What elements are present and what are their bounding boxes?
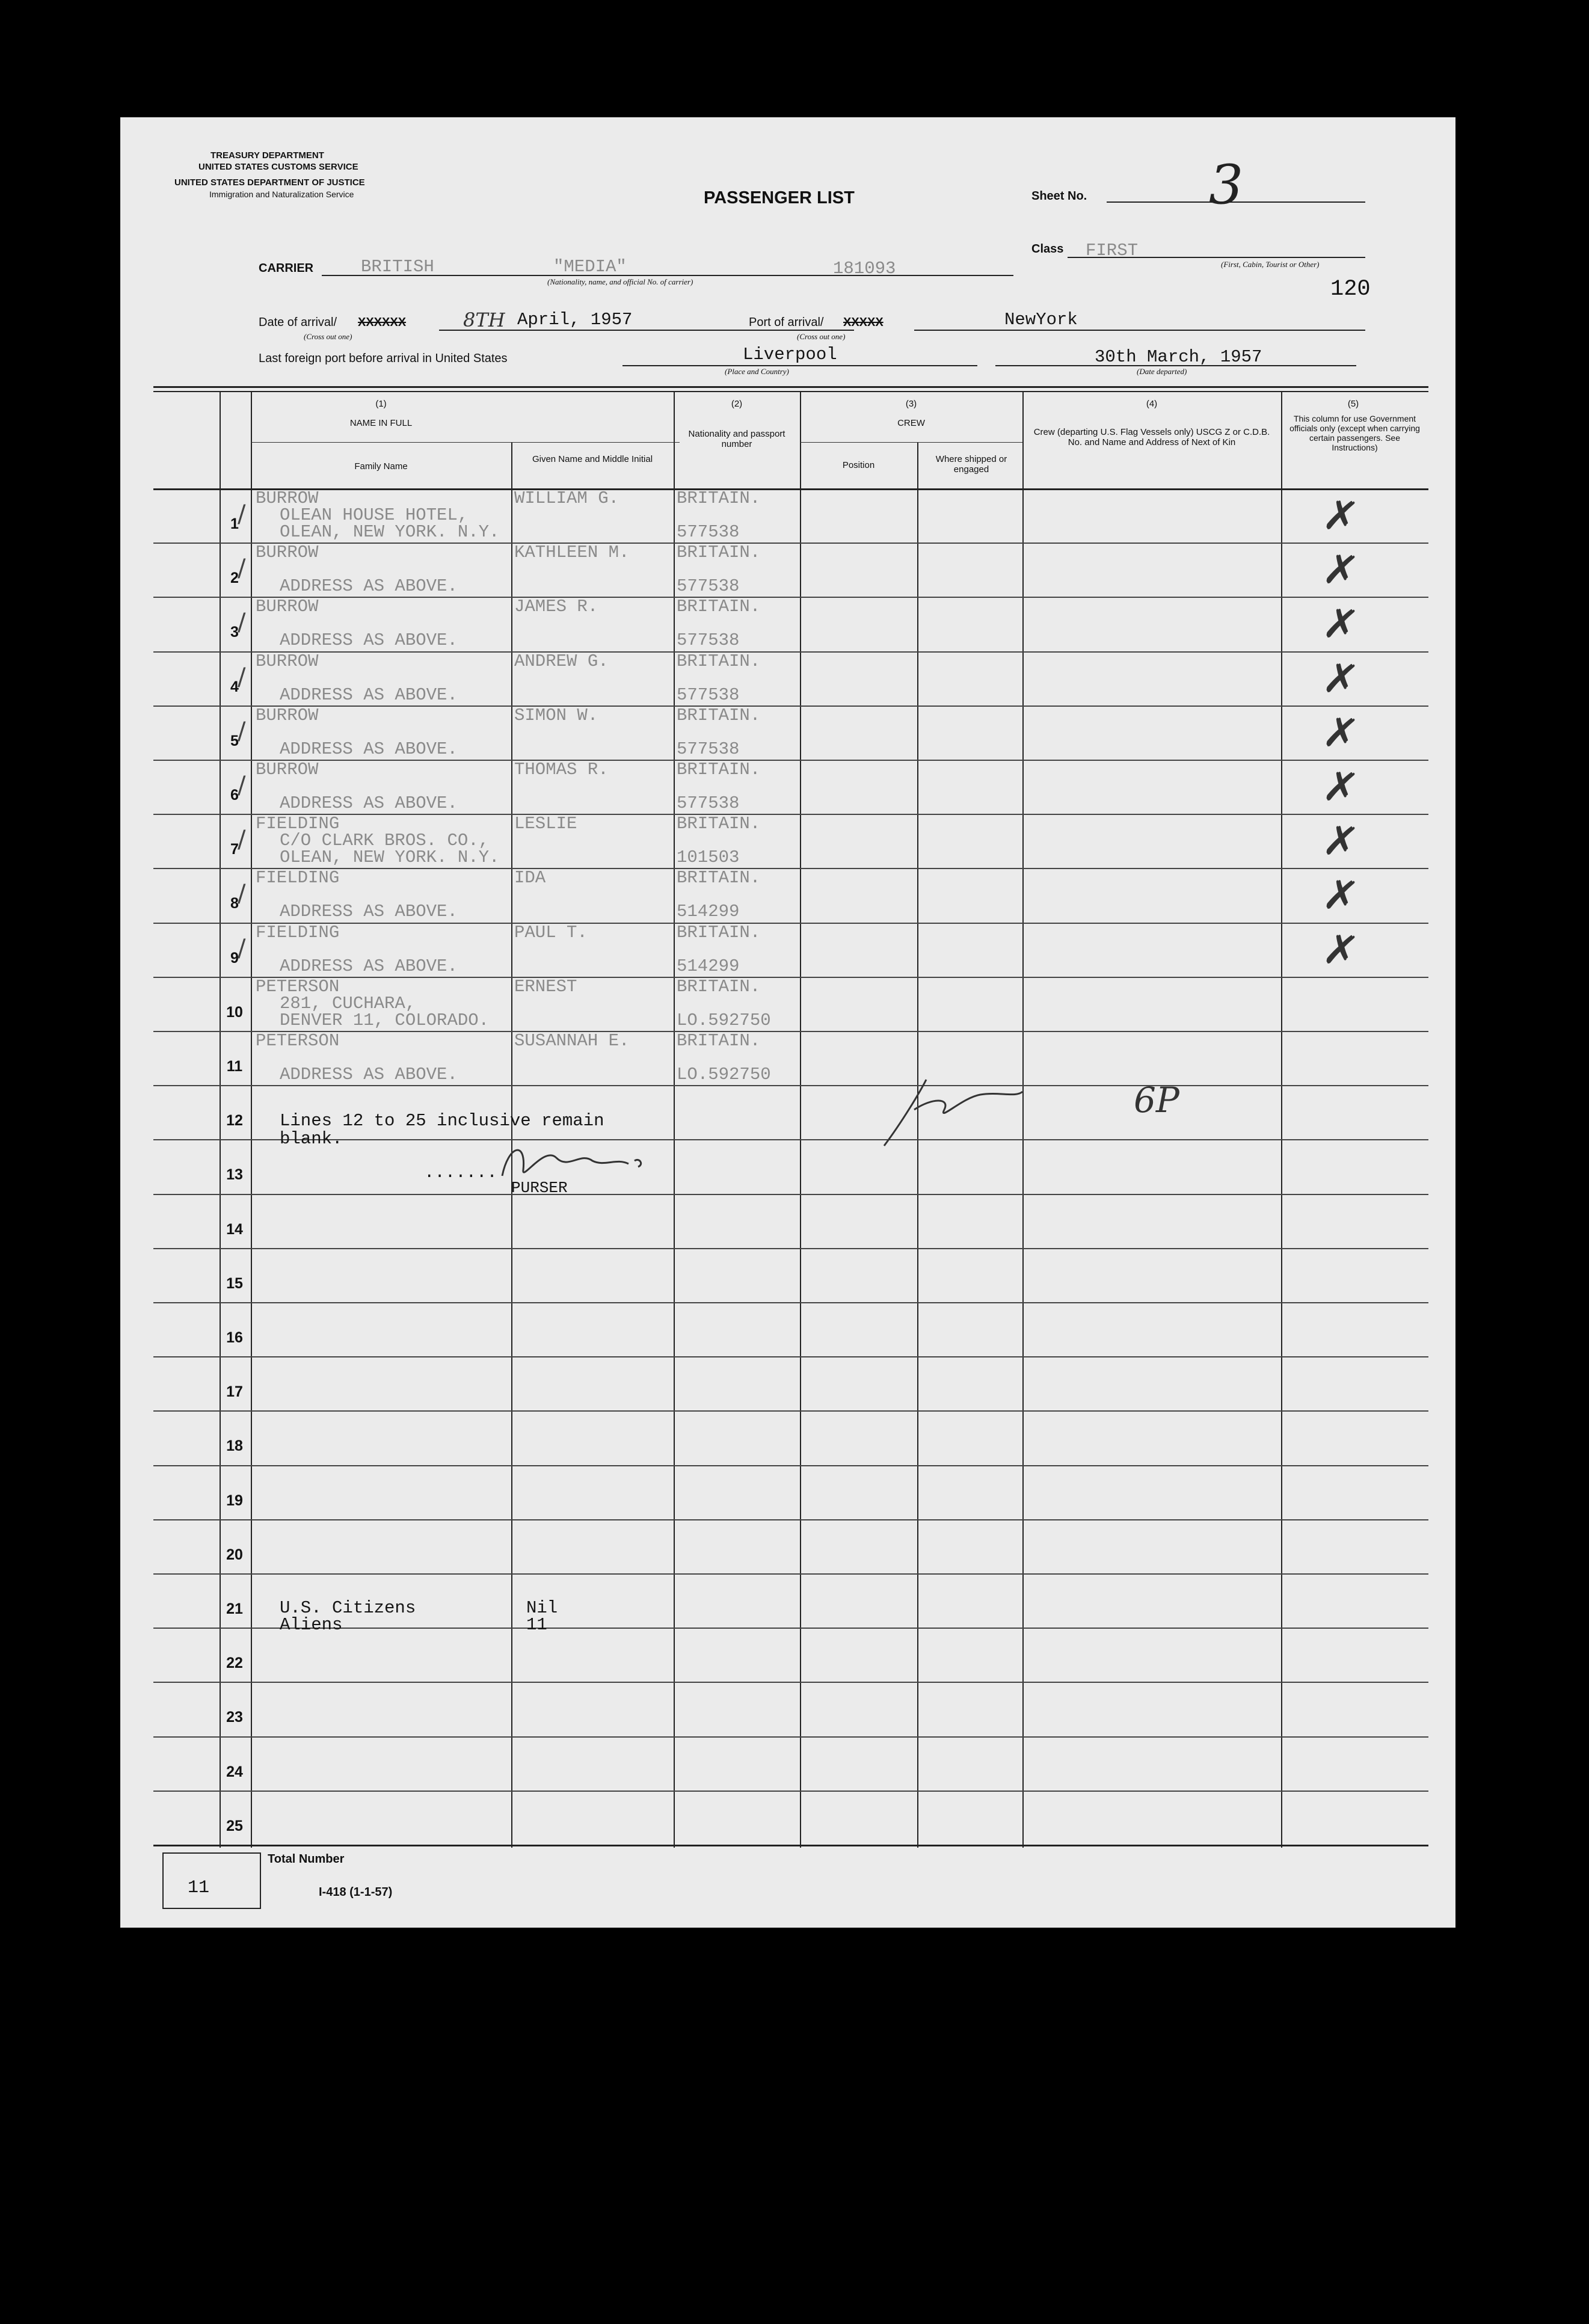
lastport-label: Last foreign port before arrival in United States	[259, 352, 508, 365]
official-x-mark: ✗	[1320, 814, 1362, 868]
address-line1: OLEAN HOUSE HOTEL,	[280, 505, 469, 525]
given-name: SUSANNAH E.	[514, 1031, 630, 1051]
dept-ins: Immigration and Naturalization Service	[209, 189, 354, 199]
us-citizens-label: U.S. Citizens	[280, 1598, 416, 1618]
arrival-day: 8TH	[463, 309, 505, 331]
row-number: 22	[226, 1655, 243, 1671]
passport-number: 514299	[677, 956, 740, 976]
col1-title: NAME IN FULL	[349, 418, 413, 428]
col1-family-header: Family Name	[354, 461, 408, 472]
family-name: BURROW	[256, 543, 319, 562]
carrier-label: CARRIER	[259, 262, 314, 275]
row-rule	[153, 868, 1428, 869]
row-rule	[153, 1139, 1428, 1140]
check-mark: /	[238, 772, 246, 799]
row-number: 19	[226, 1492, 243, 1509]
row-rule	[153, 1248, 1428, 1249]
carrier-note: (Nationality, name, and official No. of carrier)	[547, 277, 693, 286]
official-x-mark: ✗	[1320, 543, 1362, 597]
address-line2: ADDRESS AS ABOVE.	[280, 793, 458, 813]
row-rule	[153, 1628, 1428, 1629]
dept-justice: UNITED STATES DEPARTMENT OF JUSTICE	[174, 177, 365, 188]
col-line-nationality	[674, 392, 675, 1848]
family-name: BURROW	[256, 651, 319, 671]
col2-title: Nationality and passport number	[688, 429, 785, 449]
arrival-label: Date of arrival/	[259, 316, 337, 329]
blank-note-line1: Lines 12 to 25 inclusive remain	[280, 1111, 604, 1131]
family-name: BURROW	[256, 597, 319, 616]
table-top-rule-1	[153, 386, 1428, 388]
class-label: Class	[1031, 242, 1064, 256]
row-rule	[153, 1573, 1428, 1575]
row-number: 11	[226, 1058, 243, 1075]
row-number: 23	[226, 1709, 243, 1726]
row-rule	[153, 1410, 1428, 1412]
address-line2: ADDRESS AS ABOVE.	[280, 576, 458, 596]
col-line-family	[251, 392, 252, 1848]
address-line1: C/O CLARK BROS. CO.,	[280, 831, 490, 850]
nationality: BRITAIN.	[677, 814, 761, 834]
carrier-name: "MEDIA"	[553, 257, 627, 277]
family-name: FIELDING	[256, 923, 340, 942]
departed-note: (Date departed)	[1137, 367, 1187, 376]
purser-label: PURSER	[511, 1179, 568, 1197]
row-rule	[153, 706, 1428, 707]
corner-number: 120	[1330, 277, 1371, 302]
row-number: 21	[226, 1600, 243, 1617]
given-name: JAMES R.	[514, 597, 598, 616]
row-rule	[153, 1085, 1428, 1086]
passport-number: 577538	[677, 630, 740, 650]
official-x-mark: ✗	[1320, 597, 1362, 651]
col3-where-header: Where shipped or engaged	[935, 454, 1007, 475]
col5-number: (5)	[1347, 399, 1359, 409]
port-note: (Cross out one)	[797, 332, 846, 341]
official-x-mark: ✗	[1320, 923, 1362, 977]
arrival-underline	[439, 330, 854, 331]
nationality: BRITAIN.	[677, 597, 761, 616]
row-rule	[153, 1194, 1428, 1195]
address-line2: OLEAN, NEW YORK. N.Y.	[280, 522, 500, 542]
dept-customs: UNITED STATES CUSTOMS SERVICE	[198, 162, 358, 172]
official-initials: 6P	[1134, 1080, 1179, 1120]
address-line2: DENVER 11, COLORADO.	[280, 1010, 490, 1030]
passport-number: LO.592750	[677, 1065, 771, 1084]
row-number: 5	[230, 733, 239, 749]
aliens-value: 11	[526, 1615, 547, 1635]
given-name: LESLIE	[514, 814, 577, 834]
us-citizens-value: Nil	[526, 1598, 558, 1618]
family-name: BURROW	[256, 760, 319, 779]
nationality: BRITAIN.	[677, 868, 761, 888]
passport-number: 577538	[677, 576, 740, 596]
row-rule	[153, 651, 1428, 653]
col2-number: (2)	[731, 399, 743, 409]
row-rule	[153, 760, 1428, 761]
name-header-rule	[251, 442, 680, 443]
address-line2: ADDRESS AS ABOVE.	[280, 902, 458, 921]
address-line2: ADDRESS AS ABOVE.	[280, 739, 458, 759]
row-rule	[153, 1031, 1428, 1032]
nationality: BRITAIN.	[677, 760, 761, 779]
row-number: 13	[226, 1166, 243, 1183]
address-line2: ADDRESS AS ABOVE.	[280, 956, 458, 976]
lastport-underline	[622, 365, 977, 366]
passport-number: 101503	[677, 847, 740, 867]
port-underline	[914, 330, 1365, 331]
check-mark: /	[238, 555, 246, 582]
departed-value: 30th March, 1957	[1095, 347, 1262, 367]
class-note: (First, Cabin, Tourist or Other)	[1221, 260, 1320, 269]
row-rule	[153, 1465, 1428, 1466]
row-rule	[153, 597, 1428, 598]
total-value: 11	[188, 1878, 210, 1898]
row-number: 1	[230, 515, 239, 532]
form-number: I-418 (1-1-57)	[319, 1886, 393, 1899]
official-x-mark: ✗	[1320, 760, 1362, 814]
row-number: 20	[226, 1546, 243, 1563]
row-number: 25	[226, 1818, 243, 1834]
row-rule	[153, 1519, 1428, 1520]
passport-number: LO.592750	[677, 1010, 771, 1030]
arrival-note: (Cross out one)	[304, 332, 352, 341]
col1-number: (1)	[375, 399, 387, 409]
address-line2: OLEAN, NEW YORK. N.Y.	[280, 847, 500, 867]
table-top-rule-2	[153, 391, 1428, 392]
given-name: KATHLEEN M.	[514, 543, 630, 562]
nationality: BRITAIN.	[677, 706, 761, 725]
row-number: 2	[230, 570, 239, 586]
family-name: FIELDING	[256, 814, 340, 834]
row-rule	[153, 1845, 1428, 1846]
check-mark: /	[238, 609, 246, 636]
col3-number: (3)	[905, 399, 917, 409]
row-rule	[153, 977, 1428, 978]
class-value: FIRST	[1086, 241, 1139, 260]
family-name: BURROW	[256, 488, 319, 508]
col-line-rownum	[220, 392, 221, 1848]
row-rule	[153, 1736, 1428, 1738]
row-number: 7	[230, 841, 239, 858]
total-box	[162, 1852, 261, 1909]
row-number: 18	[226, 1437, 243, 1454]
blank-note-line2: blank.	[280, 1129, 343, 1149]
check-mark: /	[238, 663, 246, 691]
total-label: Total Number	[268, 1852, 345, 1866]
row-number: 8	[230, 895, 239, 912]
row-number: 14	[226, 1221, 243, 1238]
col-line-gov	[1281, 392, 1282, 1848]
row-number: 9	[230, 950, 239, 967]
address-line2: ADDRESS AS ABOVE.	[280, 1065, 458, 1084]
port-crossed: XXXXX	[843, 316, 884, 329]
passport-number: 577538	[677, 739, 740, 759]
row-rule	[153, 1791, 1428, 1792]
port-label: Port of arrival/	[749, 316, 824, 329]
nationality: BRITAIN.	[677, 923, 761, 942]
col3-title: CREW	[897, 418, 925, 428]
official-x-mark: ✗	[1320, 489, 1362, 543]
row-number: 10	[226, 1004, 243, 1021]
dept-treasury: TREASURY DEPARTMENT	[211, 150, 324, 161]
col4-title: Crew (departing U.S. Flag Vessels only) USCG Z or C.D.B. No. and Name and Address of Next of Kin	[1033, 427, 1270, 447]
row-number: 17	[226, 1383, 243, 1400]
check-mark: /	[238, 935, 246, 962]
check-mark: /	[238, 880, 246, 908]
passport-number: 577538	[677, 685, 740, 705]
row-rule	[153, 1302, 1428, 1303]
official-x-mark: ✗	[1320, 652, 1362, 706]
family-name: BURROW	[256, 706, 319, 725]
given-name: IDA	[514, 868, 546, 888]
sheet-label: Sheet No.	[1031, 189, 1087, 203]
given-name: SIMON W.	[514, 706, 598, 725]
official-x-mark: ✗	[1320, 706, 1362, 760]
given-name: PAUL T.	[514, 923, 588, 942]
row-number: 3	[230, 624, 239, 641]
port-value: NewYork	[1004, 310, 1078, 330]
row-number: 6	[230, 787, 239, 804]
row-number: 24	[226, 1763, 243, 1780]
arrival-date: April, 1957	[517, 310, 633, 330]
address-line2: ADDRESS AS ABOVE.	[280, 685, 458, 705]
col4-number: (4)	[1146, 399, 1158, 409]
nationality: BRITAIN.	[677, 977, 761, 997]
nationality: BRITAIN.	[677, 543, 761, 562]
row-rule	[153, 1356, 1428, 1357]
check-mark: /	[238, 718, 246, 745]
row-rule	[153, 814, 1428, 815]
given-name: ERNEST	[514, 977, 577, 997]
carrier-nationality: BRITISH	[361, 257, 434, 277]
check-mark: /	[238, 500, 246, 528]
passport-number: 514299	[677, 902, 740, 921]
official-x-mark: ✗	[1320, 868, 1362, 923]
address-line1: 281, CUCHARA,	[280, 994, 416, 1013]
passenger-list-sheet	[120, 117, 1455, 1928]
col1-given-header: Given Name and Middle Initial	[532, 454, 653, 464]
row-rule	[153, 923, 1428, 924]
family-name: PETERSON	[256, 1031, 340, 1051]
page-title: PASSENGER LIST	[704, 188, 855, 208]
row-number: 15	[226, 1275, 243, 1292]
row-number: 16	[226, 1329, 243, 1346]
lastport-note: (Place and Country)	[725, 367, 789, 376]
nationality: BRITAIN.	[677, 488, 761, 508]
lastport-value: Liverpool	[743, 345, 837, 364]
sheet-number: 3	[1209, 153, 1244, 217]
given-name: WILLIAM G.	[514, 488, 619, 508]
official-signature	[878, 1074, 1028, 1152]
header-bottom-rule	[153, 488, 1428, 490]
col5-title: This column for use Government officials only (except when carrying certain passengers. See Instructions)	[1289, 414, 1420, 452]
family-name: PETERSON	[256, 977, 340, 997]
carrier-number: 181093	[833, 259, 896, 278]
family-name: FIELDING	[256, 868, 340, 888]
crew-header-rule	[800, 442, 1022, 443]
row-number: 4	[230, 678, 239, 695]
row-rule	[153, 543, 1428, 544]
nationality: BRITAIN.	[677, 1031, 761, 1051]
nationality: BRITAIN.	[677, 651, 761, 671]
col-line-crew	[800, 392, 801, 1848]
arrival-crossed: XXXXXX	[358, 316, 407, 329]
aliens-label: Aliens	[280, 1615, 343, 1635]
given-name: ANDREW G.	[514, 651, 609, 671]
passport-number: 577538	[677, 522, 740, 542]
check-mark: /	[238, 826, 246, 853]
passport-number: 577538	[677, 793, 740, 813]
col3-position-header: Position	[842, 460, 875, 470]
purser-dots: .......	[424, 1163, 497, 1182]
address-line2: ADDRESS AS ABOVE.	[280, 630, 458, 650]
row-rule	[153, 1682, 1428, 1683]
row-number: 12	[226, 1112, 243, 1129]
given-name: THOMAS R.	[514, 760, 609, 779]
